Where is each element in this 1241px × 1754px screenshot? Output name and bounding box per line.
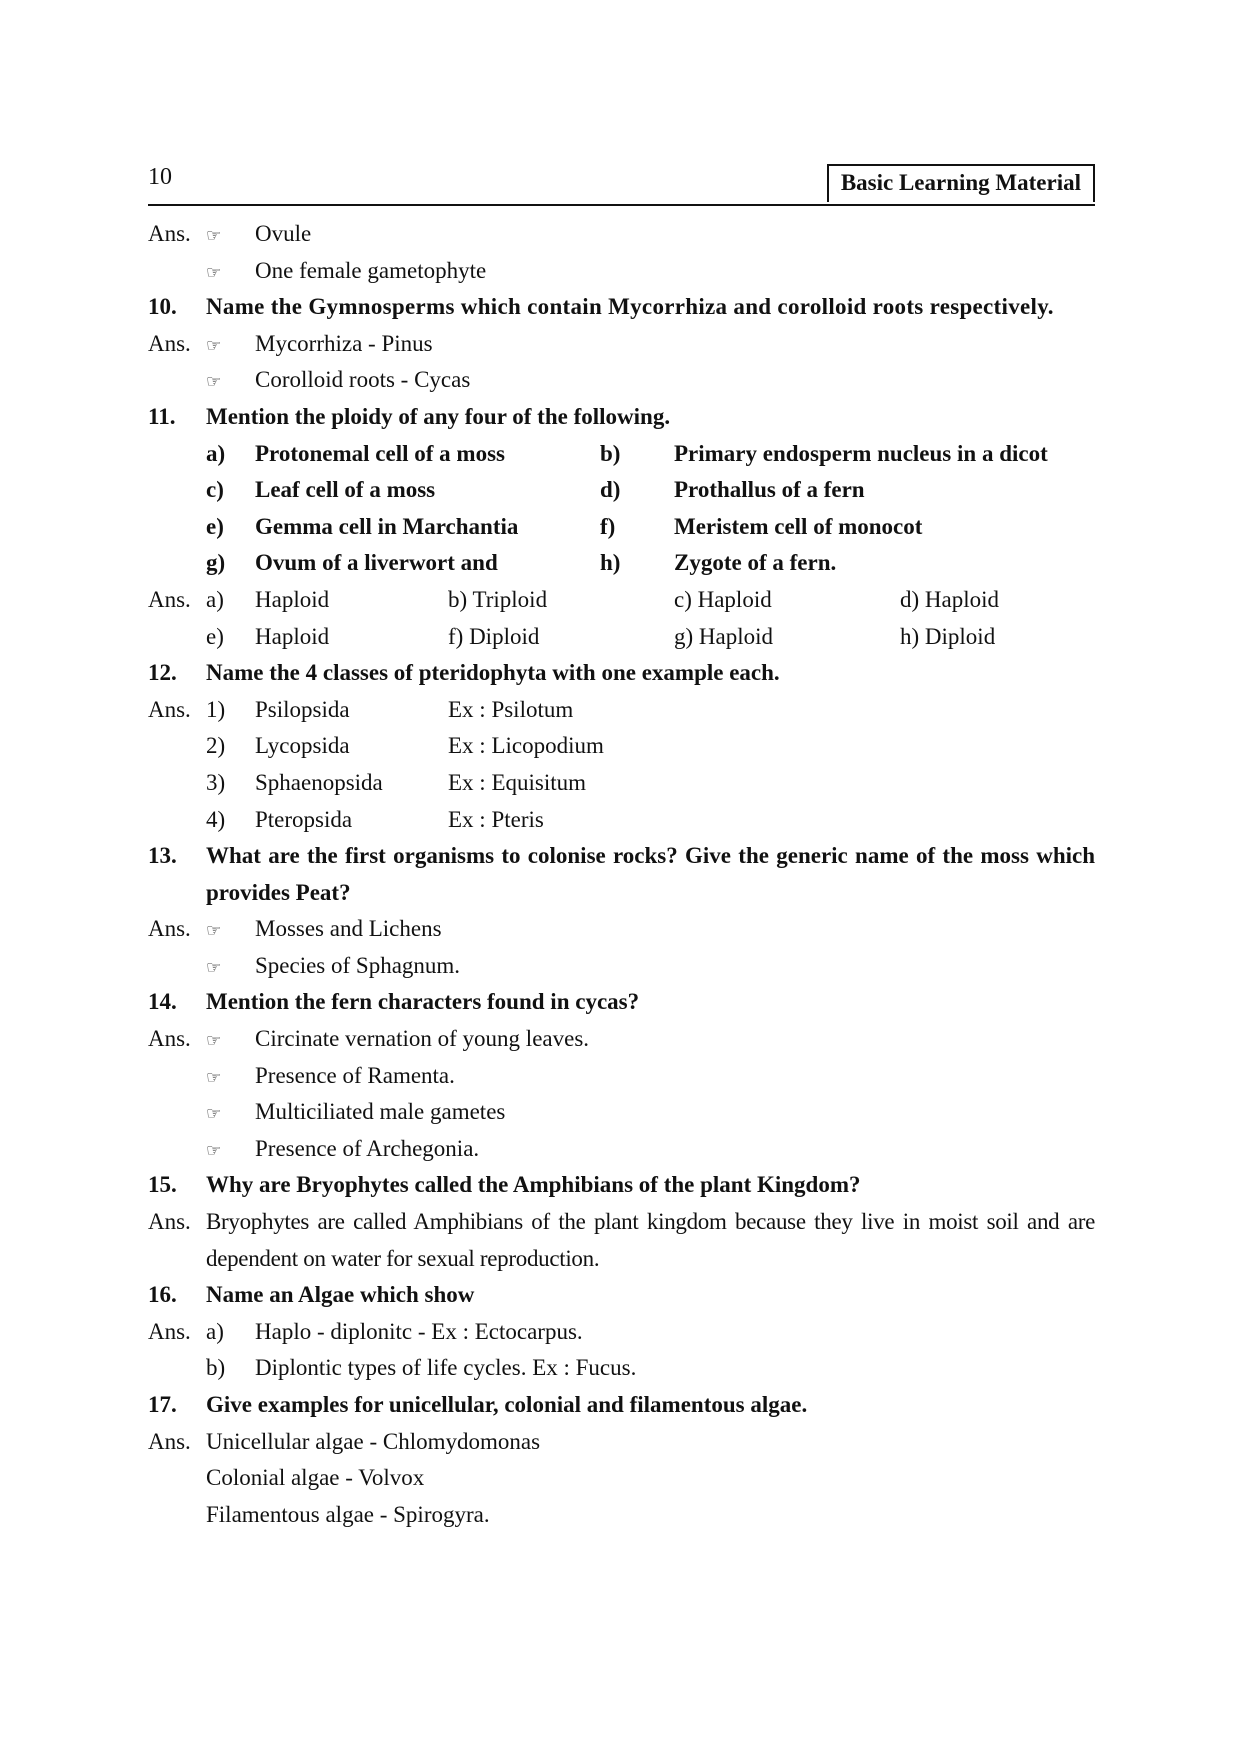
option-label: a) (206, 440, 226, 466)
question-text: Give examples for unicellular, colonial and filamentous algae. (206, 1392, 808, 1417)
pointing-hand-icon: ☞ (206, 262, 222, 283)
answer-row (148, 362, 1095, 399)
answer-row (148, 1497, 1095, 1534)
class-example: Ex : Pteris (448, 806, 544, 832)
answer-text: g) Haploid (674, 623, 774, 649)
question-number: 17. (148, 1392, 177, 1417)
answer-text: Bryophytes are called Amphibians of the plant kingdom because they live in moist soil and are dependent on water for sexual reproduction. (206, 1209, 1095, 1271)
ans-label: Ans. (148, 1318, 191, 1344)
answer-row (148, 1204, 1095, 1277)
answer-row (148, 326, 1095, 363)
option-row (148, 509, 1095, 546)
pointing-hand-icon: ☞ (206, 1140, 222, 1161)
answer-text: b) Triploid (448, 586, 548, 612)
option-text: Zygote of a fern. (674, 550, 837, 576)
pointing-hand-icon: ☞ (206, 1031, 222, 1052)
answer-text: Corolloid roots - Cycas (255, 367, 471, 393)
question-number: 11. (148, 403, 176, 429)
class-number: 3) (206, 769, 226, 795)
answer-text: c) Haploid (674, 586, 772, 612)
question-number: 12. (148, 660, 177, 686)
option-label: b) (600, 440, 621, 466)
pointing-hand-icon: ☞ (206, 1067, 222, 1088)
answer-label: e) (206, 623, 224, 649)
answer-row (148, 1350, 1095, 1387)
answer-text: Haploid (255, 586, 330, 612)
answer-row (148, 1424, 1095, 1461)
question-number: 14. (148, 989, 177, 1015)
question-16 (148, 1277, 1095, 1314)
question-text: Mention the ploidy of any four of the following. (206, 403, 671, 429)
answer-text: Filamentous algae - Spirogyra. (206, 1501, 490, 1527)
answer-text: One female gametophyte (255, 257, 487, 283)
option-text: Ovum of a liverwort and (255, 550, 498, 576)
ans-label: Ans. (148, 586, 191, 612)
pointing-hand-icon: ☞ (206, 921, 222, 942)
answer-row (148, 1131, 1095, 1168)
question-text: Why are Bryophytes called the Amphibians of the plant Kingdom? (206, 1172, 861, 1198)
option-text: Gemma cell in Marchantia (255, 513, 519, 539)
option-text: Meristem cell of monocot (674, 513, 923, 539)
question-17 (148, 1387, 1095, 1424)
answer-text: Species of Sphagnum. (255, 952, 461, 978)
question-text: Name the 4 classes of pteridophyta with one example each. (206, 660, 780, 686)
question-number: 16. (148, 1282, 177, 1308)
answer-text: Unicellular algae - Chlomydomonas (206, 1428, 541, 1454)
option-label: g) (206, 550, 226, 576)
answer-text: d) Haploid (900, 586, 1000, 612)
answer-label: a) (206, 1318, 224, 1344)
ans-label: Ans. (148, 1428, 191, 1454)
answer-text: Circinate vernation of young leaves. (255, 1026, 590, 1052)
answer-text: Haplo - diplonitc - Ex : Ectocarpus. (255, 1318, 583, 1344)
answer-row (148, 1460, 1095, 1497)
question-text: What are the first organisms to colonise rocks? Give the generic name of the moss which provides Peat? (206, 843, 1095, 905)
ans-label: Ans. (148, 221, 191, 246)
question-15 (148, 1167, 1095, 1204)
document-page (148, 160, 1095, 1533)
option-label: e) (206, 513, 224, 539)
pointing-hand-icon: ☞ (206, 335, 222, 356)
answer-text: f) Diploid (448, 623, 540, 649)
option-text: Leaf cell of a moss (255, 477, 436, 503)
answer-text: Multiciliated male gametes (255, 1099, 506, 1125)
ans-label: Ans. (148, 1026, 191, 1052)
answer-row (148, 765, 1095, 802)
answer-text: Mosses and Lichens (255, 916, 442, 942)
option-row (148, 545, 1095, 582)
answer-row (148, 728, 1095, 765)
answer-row (148, 948, 1095, 985)
option-text: Primary endosperm nucleus in a dicot (674, 440, 1048, 466)
answer-text: h) Diploid (900, 623, 996, 649)
question-14 (148, 984, 1095, 1021)
ans-label: Ans. (148, 330, 191, 356)
answer-text: Colonial algae - Volvox (206, 1465, 425, 1491)
option-label: f) (600, 513, 616, 539)
class-name: Sphaenopsida (255, 769, 383, 795)
answer-row (148, 1094, 1095, 1131)
answer-label: a) (206, 586, 224, 612)
page-header (148, 160, 1095, 206)
answer-text: Presence of Archegonia. (255, 1135, 480, 1161)
question-number: 10. (148, 294, 177, 320)
option-label: d) (600, 477, 621, 503)
answer-row (148, 1314, 1095, 1351)
option-label: c) (206, 477, 224, 503)
question-11 (148, 399, 1095, 436)
answer-row (148, 253, 1095, 290)
ans-label: Ans. (148, 916, 191, 942)
option-text: Prothallus of a fern (674, 477, 865, 503)
ans-label: Ans. (148, 696, 191, 722)
option-row (148, 436, 1095, 473)
header-title: Basic Learning Material (827, 164, 1095, 202)
answer-row (148, 582, 1095, 619)
question-10 (148, 289, 1095, 326)
class-name: Lycopsida (255, 733, 350, 759)
answer-text: Diplontic types of life cycles. Ex : Fucus. (255, 1355, 637, 1381)
ans-label: Ans. (148, 1209, 191, 1235)
answer-row (148, 619, 1095, 656)
answer-row (148, 692, 1095, 729)
question-text: Name an Algae which show (206, 1282, 475, 1308)
class-example: Ex : Equisitum (448, 769, 586, 795)
question-12 (148, 655, 1095, 692)
option-label: h) (600, 550, 621, 576)
answer-row (148, 216, 1095, 253)
question-number: 15. (148, 1172, 177, 1198)
page-number: 10 (148, 164, 172, 190)
question-text: Name the Gymnosperms which contain Mycorrhiza and corolloid roots respectively. (206, 294, 1054, 320)
answer-row (148, 1058, 1095, 1095)
class-name: Psilopsida (255, 696, 350, 722)
answer-text: Ovule (255, 221, 312, 246)
class-number: 4) (206, 806, 226, 832)
answer-text: Haploid (255, 623, 330, 649)
question-number: 13. (148, 843, 177, 869)
question-13 (148, 838, 1095, 911)
class-name: Pteropsida (255, 806, 353, 832)
answer-row (148, 911, 1095, 948)
class-number: 1) (206, 696, 226, 722)
answer-text: Mycorrhiza - Pinus (255, 330, 433, 356)
pointing-hand-icon: ☞ (206, 226, 222, 246)
answer-row (148, 1021, 1095, 1058)
answer-row (148, 802, 1095, 839)
class-number: 2) (206, 733, 226, 759)
answer-text: Presence of Ramenta. (255, 1062, 455, 1088)
answer-label: b) (206, 1355, 226, 1381)
option-text: Protonemal cell of a moss (255, 440, 505, 466)
pointing-hand-icon: ☞ (206, 957, 222, 978)
pointing-hand-icon: ☞ (206, 1104, 222, 1125)
option-row (148, 472, 1095, 509)
class-example: Ex : Licopodium (448, 733, 604, 759)
class-example: Ex : Psilotum (448, 696, 574, 722)
question-text: Mention the fern characters found in cycas? (206, 989, 640, 1015)
pointing-hand-icon: ☞ (206, 372, 222, 393)
